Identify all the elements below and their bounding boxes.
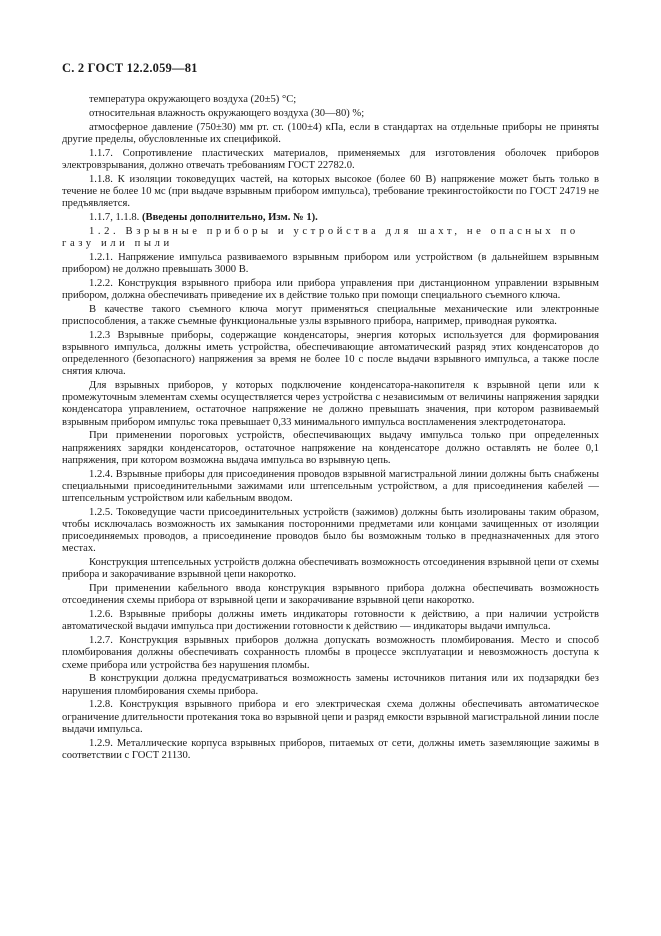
amendment-ref: 1.1.7, 1.1.8. — [89, 211, 140, 223]
paragraph: относительная влажность окружающего воздуха (30—80) %; — [89, 107, 365, 119]
amendment-note — [62, 212, 599, 224]
paragraph: температура окружающего воздуха (20±5) °С; — [89, 94, 297, 105]
paragraph: 1.2.7. Конструкция взрывных приборов должна допускать возможность пломбирования. Место и способ пломбирования должны обеспечивать сохранность пломбы в процессе эксплуатации и невозможность доступа к схеме прибора или устройства без нарушения пломбы. — [62, 635, 599, 671]
paragraph: 1.2.2. Конструкция взрывного прибора или прибора управления при дистанционном управлении взрывным прибором, должна обеспечивать приведение их в действие только при помощи специального съемного ключа. — [62, 277, 599, 301]
section-heading: 1.2. Взрывные приборы и устройства для шахт, не опасных по газу или пыли — [62, 225, 579, 249]
amendment-text: (Введены дополнительно, Изм. № 1). — [141, 211, 318, 223]
paragraph: При применении кабельного ввода конструкция взрывного прибора должна обеспечивать возможность отсоединения схемы прибора от взрывной цепи и закорачивание взрывной цепи накоротко. — [62, 583, 599, 607]
paragraph: 1.2.4. Взрывные приборы для присоединения проводов взрывной магистральной линии должны быть снабжены специальными присоединительными зажимами или штепсельным устройством, а для присоединения кабелей — штепсельным устройством или кабельным вводом. — [62, 468, 599, 505]
paragraph: 1.1.7. Сопротивление пластических материалов, применяемых для изготовления оболочек приборов электровзрывания, должно отвечать требованиям ГОСТ 22782.0. — [62, 147, 599, 171]
paragraph: атмосферное давление (750±30) мм рт. ст. (100±4) кПа, если в стандартах на отдельные приборы не приняты другие пределы, обусловленные их спецификой. — [62, 121, 599, 145]
paragraph: Конструкция штепсельных устройств должна обеспечивать возможность отсоединения взрывной цепи от схемы прибора и закорачивание взрывной цепи накоротко. — [62, 557, 599, 581]
paragraph: При применении пороговых устройств, обеспечивающих выдачу импульса только при определенных напряжениях зарядки конденсаторов, остаточное напряжение на конденсаторе должно оставлять не более 0,1 напряжения, при котором возможна выдача импульса во взрывную цепь. — [62, 430, 599, 466]
paragraph: В конструкции должна предусматриваться возможность замены источников питания или их подзарядки без нарушения пломбирования схемы прибора. — [62, 673, 599, 697]
paragraph: 1.2.6. Взрывные приборы должны иметь индикаторы готовности к действию, а при наличии устройств автоматической выдачи импульса при достижении готовности к действию — индикаторы выдачи импульса. — [62, 609, 599, 633]
paragraph: 1.1.8. К изоляции токоведущих частей, на которых высокое (более 60 В) напряжение может быть только в течение не более 10 мс (при выдаче взрывным прибором импульса), требование трекингостойкости по ГОСТ 24719 не предъявляется. — [62, 173, 599, 209]
paragraph: 1.2.9. Металлические корпуса взрывных приборов, питаемых от сети, должны иметь заземляющие зажимы в соответствии с ГОСТ 21130. — [62, 737, 599, 761]
paragraph: 1.2.8. Конструкция взрывного прибора и его электрическая схема должны обеспечивать автоматическое ограничение длительности протекания тока во взрывной цепи и разряд емкости взрывной магистральной линии после выдачи импульса. — [62, 699, 599, 735]
paragraph: 1.2.3 Взрывные приборы, содержащие конденсаторы, энергия которых используется для формирования взрывного импульса, должны иметь устройства, обеспечивающие автоматический разряд этих конденсаторов до определенного (безопасного) напряжения за время не более 10 с после выдачи взрывного импульса, а также после снятия ключа. — [62, 329, 599, 378]
paragraph: 1.2.1. Напряжение импульса развиваемого взрывным прибором или устройством (в дальнейшем взрывным прибором) не должно превышать 3000 В. — [62, 251, 599, 275]
paragraph: В качестве такого съемного ключа могут применяться специальные механические или электронные приспособления, а также съемные функциональные узлы взрывного прибора, например, приводная рукоятка. — [62, 303, 599, 327]
paragraph: 1.2.5. Токоведущие части присоединительных устройств (зажимов) должны быть изолированы таким образом, чтобы исключалась возможность их замыкания посторонними предметами или концами зачищенных от изоляции присоединяемых проводов, а присоединение проводов было бы возможным только в предназначенных для этого местах. — [62, 506, 599, 555]
paragraph: Для взрывных приборов, у которых подключение конденсатора-накопителя к взрывной цепи или к промежуточным элементам схемы осуществляется через устройства с независимым от величины напряжения зарядки конденсатора управлением, остаточное напряжение не должно превышать значения, при котором развиваемый взрывным прибором импульс тока превышает 0,33 минимального импульса воспламенения электродетонатора. — [62, 380, 599, 428]
page-header: С. 2 ГОСТ 12.2.059—81 — [62, 61, 198, 75]
document-body — [62, 94, 599, 764]
